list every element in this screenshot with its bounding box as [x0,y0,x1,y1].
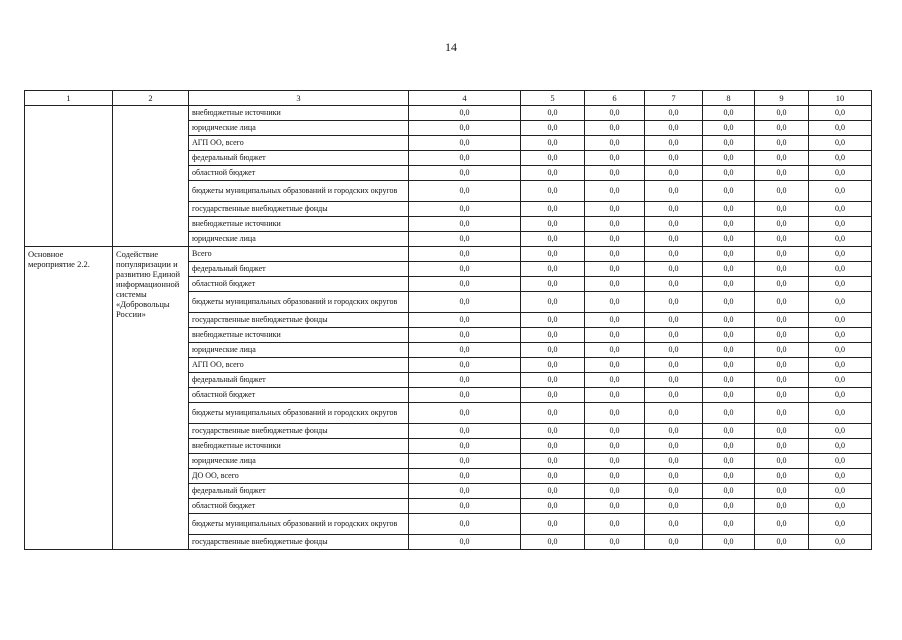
value-cell: 0,0 [521,181,585,202]
value-cell: 0,0 [409,262,521,277]
value-cell: 0,0 [703,277,755,292]
funding-source-label: Всего [189,247,409,262]
funding-source-label: областной бюджет [189,277,409,292]
value-cell: 0,0 [409,232,521,247]
value-cell: 0,0 [809,202,872,217]
value-cell: 0,0 [645,313,703,328]
value-cell: 0,0 [809,424,872,439]
value-cell: 0,0 [645,469,703,484]
funding-source-label: федеральный бюджет [189,151,409,166]
value-cell: 0,0 [409,151,521,166]
value-cell: 0,0 [409,439,521,454]
value-cell: 0,0 [703,217,755,232]
value-cell: 0,0 [521,403,585,424]
value-cell: 0,0 [521,373,585,388]
value-cell: 0,0 [585,181,645,202]
value-cell: 0,0 [521,343,585,358]
value-cell: 0,0 [645,424,703,439]
value-cell: 0,0 [755,313,809,328]
value-cell: 0,0 [809,136,872,151]
value-cell: 0,0 [703,403,755,424]
column-header-4: 4 [409,91,521,106]
value-cell: 0,0 [809,277,872,292]
value-cell: 0,0 [585,403,645,424]
value-cell: 0,0 [521,136,585,151]
value-cell: 0,0 [703,106,755,121]
column-header-1: 1 [25,91,113,106]
value-cell: 0,0 [521,232,585,247]
value-cell: 0,0 [585,469,645,484]
value-cell: 0,0 [809,181,872,202]
funding-source-label: бюджеты муниципальных образований и городских округов [189,403,409,424]
funding-source-label: юридические лица [189,343,409,358]
value-cell: 0,0 [645,217,703,232]
value-cell: 0,0 [755,454,809,469]
funding-source-label: федеральный бюджет [189,373,409,388]
funding-source-label: федеральный бюджет [189,484,409,499]
value-cell: 0,0 [645,277,703,292]
value-cell: 0,0 [645,166,703,181]
funding-source-label: юридические лица [189,232,409,247]
value-cell: 0,0 [409,328,521,343]
value-cell: 0,0 [755,484,809,499]
value-cell: 0,0 [585,343,645,358]
value-cell: 0,0 [703,136,755,151]
funding-source-label: ДО ОО, всего [189,469,409,484]
value-cell: 0,0 [703,151,755,166]
value-cell: 0,0 [409,277,521,292]
table-row [25,247,872,262]
value-cell: 0,0 [755,217,809,232]
value-cell: 0,0 [809,388,872,403]
funding-source-label: федеральный бюджет [189,262,409,277]
value-cell: 0,0 [809,484,872,499]
value-cell: 0,0 [409,469,521,484]
value-cell: 0,0 [585,454,645,469]
value-cell: 0,0 [645,499,703,514]
value-cell: 0,0 [409,292,521,313]
value-cell: 0,0 [409,373,521,388]
value-cell: 0,0 [703,232,755,247]
value-cell: 0,0 [809,403,872,424]
value-cell: 0,0 [521,313,585,328]
value-cell: 0,0 [755,535,809,550]
value-cell: 0,0 [809,217,872,232]
value-cell: 0,0 [645,247,703,262]
value-cell: 0,0 [703,535,755,550]
value-cell: 0,0 [521,328,585,343]
value-cell: 0,0 [703,292,755,313]
value-cell: 0,0 [521,499,585,514]
value-cell: 0,0 [755,166,809,181]
value-cell: 0,0 [409,166,521,181]
funding-source-label: бюджеты муниципальных образований и городских округов [189,181,409,202]
measure-description: Содействие популяризации и развитию Единой информационной системы «Добровольцы России» [113,247,189,550]
value-cell: 0,0 [703,358,755,373]
value-cell: 0,0 [809,358,872,373]
value-cell: 0,0 [755,343,809,358]
value-cell: 0,0 [645,535,703,550]
column-header-3: 3 [189,91,409,106]
value-cell: 0,0 [645,181,703,202]
value-cell: 0,0 [521,292,585,313]
value-cell: 0,0 [809,454,872,469]
value-cell: 0,0 [521,106,585,121]
column-header-7: 7 [645,91,703,106]
measure-name: Основное мероприятие 2.2. [25,247,113,550]
value-cell: 0,0 [521,439,585,454]
value-cell: 0,0 [755,469,809,484]
funding-source-label: государственные внебюджетные фонды [189,202,409,217]
value-cell: 0,0 [645,202,703,217]
value-cell: 0,0 [409,535,521,550]
value-cell: 0,0 [645,106,703,121]
value-cell: 0,0 [585,277,645,292]
value-cell: 0,0 [645,328,703,343]
value-cell: 0,0 [521,535,585,550]
value-cell: 0,0 [585,424,645,439]
funding-source-label: бюджеты муниципальных образований и городских округов [189,514,409,535]
value-cell: 0,0 [755,403,809,424]
value-cell: 0,0 [521,388,585,403]
value-cell: 0,0 [809,343,872,358]
table-row [25,106,872,121]
value-cell: 0,0 [585,484,645,499]
value-cell: 0,0 [809,151,872,166]
value-cell: 0,0 [755,439,809,454]
value-cell: 0,0 [703,343,755,358]
value-cell: 0,0 [755,292,809,313]
value-cell: 0,0 [809,262,872,277]
value-cell: 0,0 [645,388,703,403]
value-cell: 0,0 [703,328,755,343]
value-cell: 0,0 [585,262,645,277]
value-cell: 0,0 [809,313,872,328]
value-cell: 0,0 [809,121,872,136]
value-cell: 0,0 [755,424,809,439]
value-cell: 0,0 [521,166,585,181]
value-cell: 0,0 [755,277,809,292]
funding-source-label: внебюджетные источники [189,439,409,454]
value-cell: 0,0 [645,439,703,454]
value-cell: 0,0 [645,151,703,166]
column-header-8: 8 [703,91,755,106]
previous-measure-name-cell [25,106,113,247]
value-cell: 0,0 [521,469,585,484]
value-cell: 0,0 [585,535,645,550]
value-cell: 0,0 [409,454,521,469]
value-cell: 0,0 [585,217,645,232]
value-cell: 0,0 [645,484,703,499]
value-cell: 0,0 [809,166,872,181]
value-cell: 0,0 [409,313,521,328]
value-cell: 0,0 [755,358,809,373]
value-cell: 0,0 [755,328,809,343]
funding-source-label: государственные внебюджетные фонды [189,535,409,550]
page-number: 14 [445,40,457,54]
funding-source-label: юридические лица [189,454,409,469]
previous-measure-description-cell [113,106,189,247]
value-cell: 0,0 [809,232,872,247]
value-cell: 0,0 [585,151,645,166]
value-cell: 0,0 [645,403,703,424]
value-cell: 0,0 [703,121,755,136]
value-cell: 0,0 [703,166,755,181]
value-cell: 0,0 [809,292,872,313]
value-cell: 0,0 [809,328,872,343]
value-cell: 0,0 [409,484,521,499]
value-cell: 0,0 [755,388,809,403]
value-cell: 0,0 [645,262,703,277]
value-cell: 0,0 [585,388,645,403]
value-cell: 0,0 [585,439,645,454]
value-cell: 0,0 [409,499,521,514]
value-cell: 0,0 [409,403,521,424]
funding-source-label: внебюджетные источники [189,217,409,232]
value-cell: 0,0 [521,151,585,166]
value-cell: 0,0 [703,469,755,484]
funding-source-label: областной бюджет [189,499,409,514]
value-cell: 0,0 [585,373,645,388]
value-cell: 0,0 [809,535,872,550]
value-cell: 0,0 [645,343,703,358]
value-cell: 0,0 [409,343,521,358]
value-cell: 0,0 [585,358,645,373]
value-cell: 0,0 [809,439,872,454]
value-cell: 0,0 [645,121,703,136]
value-cell: 0,0 [409,121,521,136]
value-cell: 0,0 [409,424,521,439]
value-cell: 0,0 [645,232,703,247]
value-cell: 0,0 [521,217,585,232]
budget-table [24,90,872,550]
value-cell: 0,0 [409,202,521,217]
value-cell: 0,0 [809,106,872,121]
value-cell: 0,0 [409,514,521,535]
value-cell: 0,0 [703,313,755,328]
funding-source-label: внебюджетные источники [189,106,409,121]
value-cell: 0,0 [585,136,645,151]
value-cell: 0,0 [645,292,703,313]
funding-source-label: бюджеты муниципальных образований и городских округов [189,292,409,313]
value-cell: 0,0 [645,358,703,373]
value-cell: 0,0 [521,262,585,277]
value-cell: 0,0 [809,499,872,514]
value-cell: 0,0 [703,454,755,469]
funding-source-label: областной бюджет [189,388,409,403]
funding-source-label: государственные внебюджетные фонды [189,313,409,328]
value-cell: 0,0 [521,202,585,217]
value-cell: 0,0 [755,202,809,217]
value-cell: 0,0 [645,454,703,469]
value-cell: 0,0 [809,247,872,262]
value-cell: 0,0 [409,217,521,232]
value-cell: 0,0 [585,202,645,217]
value-cell: 0,0 [755,121,809,136]
value-cell: 0,0 [521,277,585,292]
value-cell: 0,0 [409,388,521,403]
value-cell: 0,0 [521,484,585,499]
value-cell: 0,0 [585,121,645,136]
value-cell: 0,0 [521,424,585,439]
value-cell: 0,0 [755,373,809,388]
value-cell: 0,0 [809,373,872,388]
value-cell: 0,0 [703,439,755,454]
table-header [25,91,872,106]
value-cell: 0,0 [703,202,755,217]
value-cell: 0,0 [755,151,809,166]
column-header-10: 10 [809,91,872,106]
value-cell: 0,0 [755,136,809,151]
value-cell: 0,0 [755,499,809,514]
value-cell: 0,0 [809,514,872,535]
value-cell: 0,0 [409,358,521,373]
value-cell: 0,0 [585,313,645,328]
value-cell: 0,0 [585,232,645,247]
column-header-6: 6 [585,91,645,106]
value-cell: 0,0 [809,469,872,484]
value-cell: 0,0 [521,454,585,469]
value-cell: 0,0 [703,388,755,403]
value-cell: 0,0 [645,136,703,151]
header-row [25,91,872,106]
value-cell: 0,0 [645,514,703,535]
funding-source-label: областной бюджет [189,166,409,181]
value-cell: 0,0 [755,262,809,277]
column-header-2: 2 [113,91,189,106]
value-cell: 0,0 [755,232,809,247]
value-cell: 0,0 [755,106,809,121]
funding-source-label: внебюджетные источники [189,328,409,343]
value-cell: 0,0 [409,136,521,151]
value-cell: 0,0 [409,181,521,202]
funding-source-label: юридические лица [189,121,409,136]
value-cell: 0,0 [585,499,645,514]
table-body [25,106,872,550]
value-cell: 0,0 [703,262,755,277]
value-cell: 0,0 [521,121,585,136]
value-cell: 0,0 [409,106,521,121]
value-cell: 0,0 [703,514,755,535]
value-cell: 0,0 [703,247,755,262]
value-cell: 0,0 [645,373,703,388]
funding-source-label: государственные внебюджетные фонды [189,424,409,439]
value-cell: 0,0 [755,181,809,202]
value-cell: 0,0 [755,247,809,262]
value-cell: 0,0 [703,499,755,514]
column-header-9: 9 [755,91,809,106]
value-cell: 0,0 [755,514,809,535]
value-cell: 0,0 [585,166,645,181]
value-cell: 0,0 [703,424,755,439]
value-cell: 0,0 [585,247,645,262]
value-cell: 0,0 [585,328,645,343]
value-cell: 0,0 [521,514,585,535]
funding-source-label: АГП ОО, всего [189,136,409,151]
value-cell: 0,0 [585,292,645,313]
value-cell: 0,0 [409,247,521,262]
column-header-5: 5 [521,91,585,106]
value-cell: 0,0 [585,106,645,121]
value-cell: 0,0 [521,247,585,262]
funding-source-label: АГП ОО, всего [189,358,409,373]
value-cell: 0,0 [703,484,755,499]
value-cell: 0,0 [703,181,755,202]
value-cell: 0,0 [521,358,585,373]
value-cell: 0,0 [703,373,755,388]
value-cell: 0,0 [585,514,645,535]
